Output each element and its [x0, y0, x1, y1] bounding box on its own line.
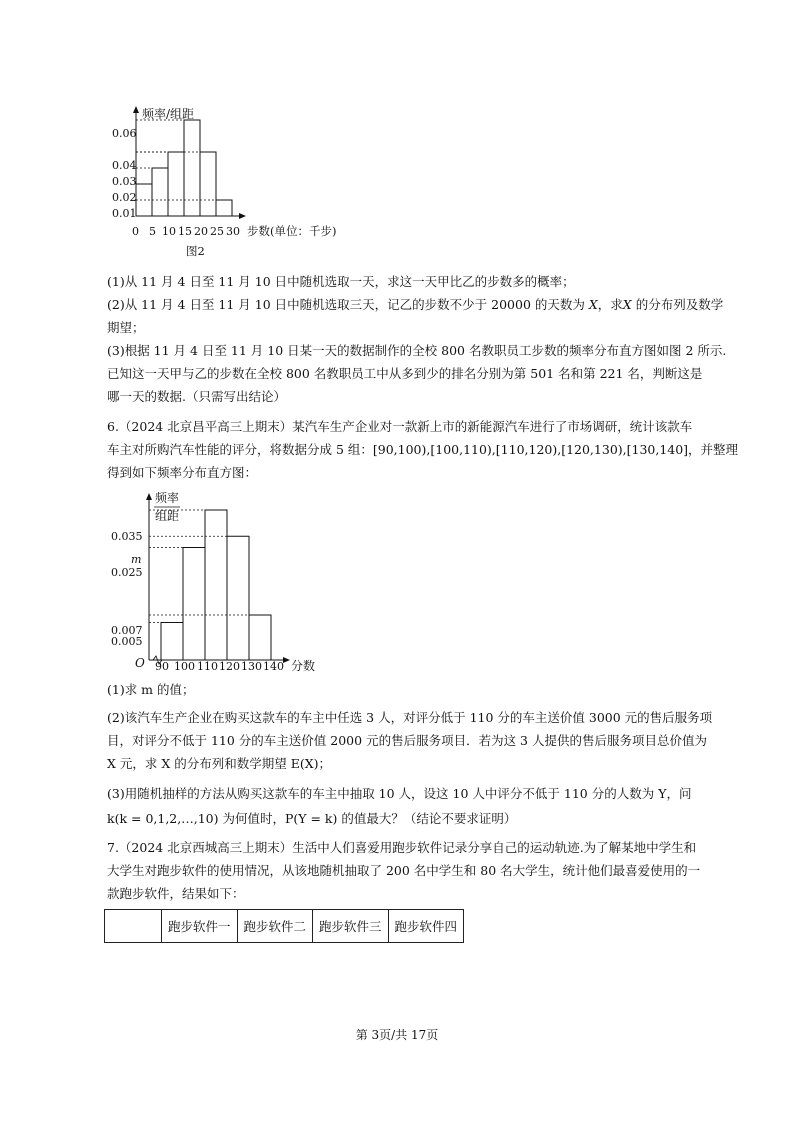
x-tick-label: 10: [162, 225, 176, 238]
histogram-bar: [168, 152, 184, 216]
text-run: ，求: [597, 297, 623, 312]
q6-part3-line2: k(k = 0,1,2,…,10) 为何值时，P(Y = k) 的值最大？（结论不要求证明）: [107, 811, 517, 826]
x-tick-label: 110: [197, 660, 218, 673]
histogram-figure-2: [110, 102, 370, 272]
q6-intro-line1: 6.（2024 北京昌平高三上期末）某汽车生产企业对一款新上市的新能源汽车进行了市场调研，统计该款车: [107, 419, 693, 434]
x-tick-label: 0: [132, 225, 139, 238]
q6-part2-line3: X 元，求 X 的分布列和数学期望 E(X)；: [107, 756, 331, 771]
q7-intro-line3: 款跑步软件，结果如下：: [107, 886, 245, 901]
x-axis-label: 分数: [291, 659, 316, 673]
histogram-bar: [161, 623, 183, 661]
q6-part2-line1: (2)该汽车生产企业在购买这款车的车主中任选 3 人，对评分低于 110 分的车主送价值 3000 元的售后服务项: [107, 710, 713, 725]
table-header-cell: 跑步软件三: [313, 910, 389, 943]
y-axis-label: 频率/组距: [142, 107, 195, 121]
y-tick-label: 0.06: [112, 127, 137, 140]
q5-part2-line1: [107, 293, 724, 316]
var-x: X: [622, 297, 632, 312]
histogram-bar: [205, 510, 227, 660]
q6-part3-line1: (3)用随机抽样的方法从购买这款车的车主中抽取 10 人，设这 10 人中评分不低于 110 分的人数为 Y，问: [107, 786, 692, 801]
x-axis-arrow: [239, 213, 246, 219]
figure-caption: 图2: [186, 244, 205, 258]
x-tick-label: 25: [210, 225, 224, 238]
x-tick-label: 120: [219, 660, 240, 673]
histogram-question-6: [105, 488, 335, 676]
var-x: X: [588, 297, 598, 312]
histogram-bar: [249, 615, 271, 660]
q6-intro-line3: 得到如下频率分布直方图：: [107, 465, 258, 480]
text-run: (2)从 11 月 4 日至 11 月 10 日中随机选取三天，记乙的步数不少于 20000 的天数为: [107, 297, 585, 312]
x-axis-label: 步数(单位：千步): [247, 224, 337, 238]
y-axis-arrow: [146, 493, 152, 500]
text-run: 的分布列及数学: [635, 297, 724, 312]
x-tick-label: 20: [194, 225, 208, 238]
q7-intro-line1: 7.（2024 北京西城高三上期末）生活中人们喜爱用跑步软件记录分享自己的运动轨迹.为了解某地中学生和: [107, 840, 697, 855]
y-tick-label: 0.035: [111, 530, 143, 543]
table-header-cell: 跑步软件二: [237, 910, 313, 943]
x-tick-label: 130: [241, 660, 262, 673]
y-tick-label: 0.005: [111, 635, 143, 648]
q6-part1: (1)求 m 的值；: [107, 682, 195, 697]
q6-part2-line2: 目，对评分不低于 110 分的车主送价值 2000 元的售后服务项目．若为这 3 人提供的售后服务项目总价值为: [107, 733, 707, 748]
histogram-bar: [200, 152, 216, 216]
x-tick-label: 15: [178, 225, 192, 238]
q5-part3-line1: (3)根据 11 月 4 日至 11 月 10 日某一天的数据制作的全校 800 名教职员工步数的频率分布直方图如图 2 所示.: [107, 343, 727, 358]
y-tick-label: 0.025: [111, 566, 143, 579]
histogram-bar: [184, 120, 200, 216]
y-tick-label: 0.01: [112, 207, 137, 220]
table-cell-empty: [105, 910, 162, 943]
q5-part2-line2: 期望；: [107, 320, 145, 335]
q7-intro-line2: 大学生对跑步软件的使用情况，从该地随机抽取了 200 名中学生和 80 名大学生，统计他们最喜爱使用的一: [107, 863, 701, 878]
q5-part3-line3: 哪一天的数据.（只需写出结论）: [107, 389, 286, 404]
histogram-bar: [183, 548, 205, 661]
y-tick-label: m: [131, 553, 142, 566]
histogram-bar: [152, 168, 168, 216]
x-tick-label: 140: [263, 660, 284, 673]
histogram-bar: [216, 200, 232, 216]
y-tick-label: 0.04: [112, 159, 137, 172]
x-tick-label: 100: [174, 660, 195, 673]
y-axis-label-top: 频率: [155, 491, 180, 505]
table-header-cell: 跑步软件一: [162, 910, 238, 943]
table-header-row: [105, 910, 464, 943]
x-axis-arrow: [283, 657, 290, 663]
q5-part3-line2: 已知这一天甲与乙的步数在全校 800 名教职员工中从多到少的排名分别为第 501 名和第 221 名，判断这是: [107, 366, 703, 381]
histogram-bar: [227, 536, 249, 660]
running-app-table: [104, 909, 464, 943]
x-tick-label: 90: [155, 660, 169, 673]
x-tick-label: 30: [226, 225, 240, 238]
y-tick-label: 0.007: [111, 624, 143, 637]
table-header-cell: 跑步软件四: [388, 910, 464, 943]
x-tick-label: 5: [149, 225, 156, 238]
q5-part1: (1)从 11 月 4 日至 11 月 10 日中随机选取一天，求这一天甲比乙的步数多的概率；: [107, 274, 575, 289]
y-tick-label: 0.02: [112, 191, 137, 204]
page-footer: 第 3页/共 17页: [355, 1028, 439, 1042]
y-axis-label-bottom: 组距: [155, 509, 180, 523]
y-tick-label: 0.03: [112, 175, 137, 188]
q6-intro-line2: 车主对所购汽车性能的评分，将数据分成 5 组：[90,100),[100,110),[110,120),[120,130),[130,140]，并整理: [107, 442, 739, 457]
y-axis-arrow: [133, 106, 139, 113]
origin-label: O: [135, 656, 145, 670]
